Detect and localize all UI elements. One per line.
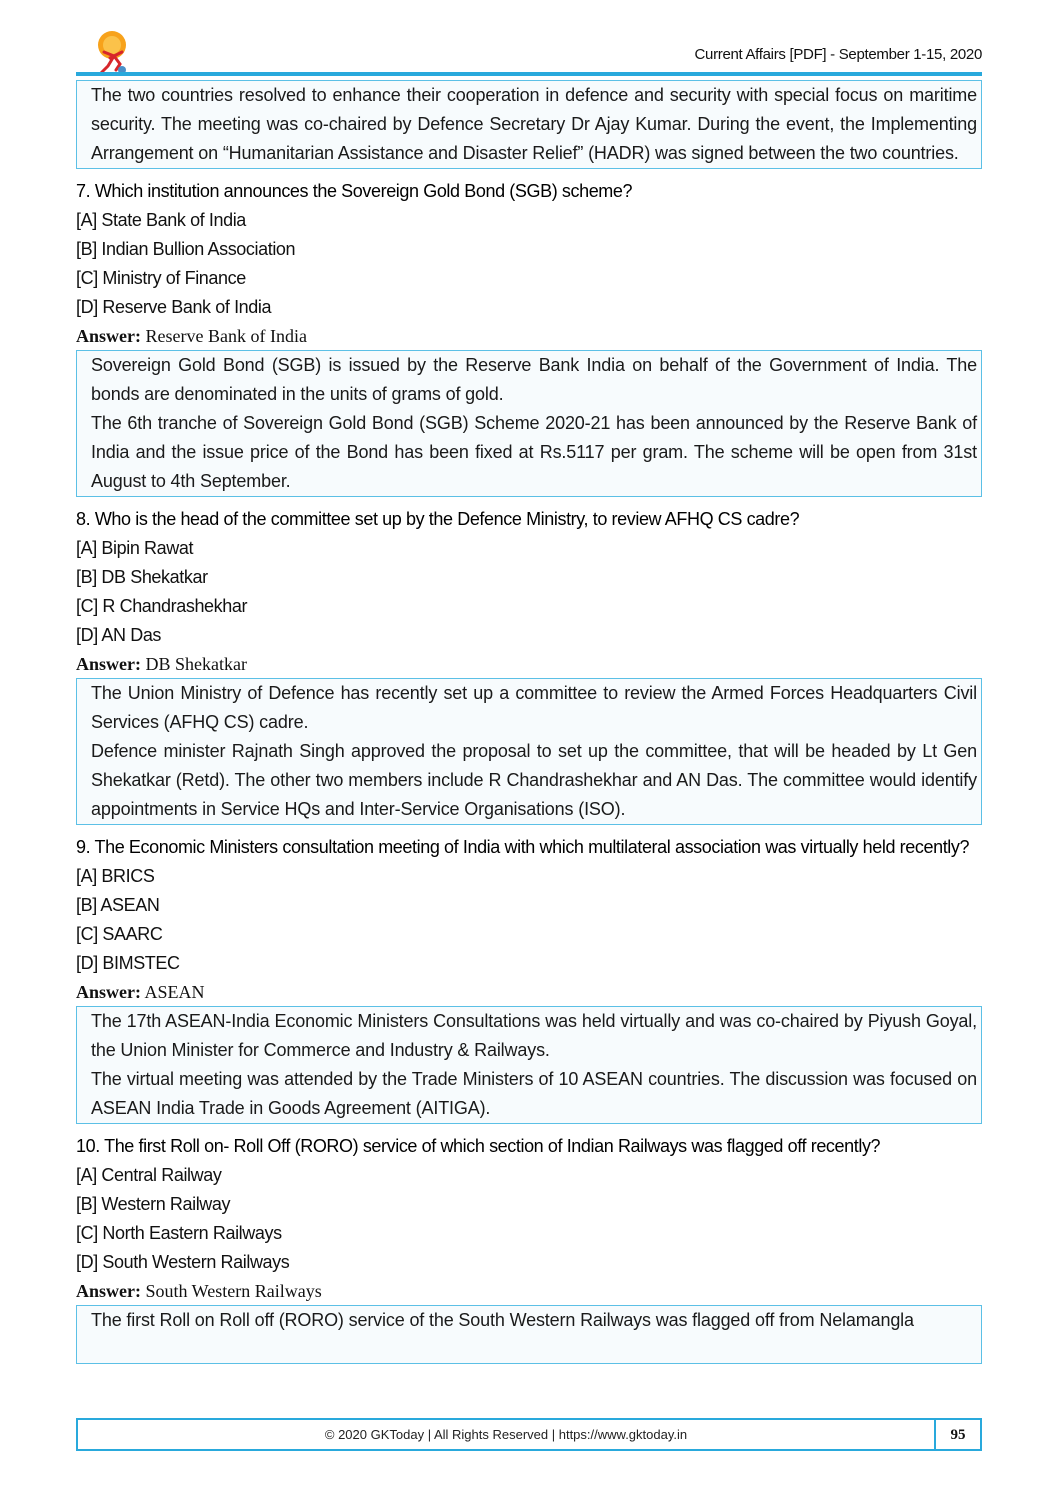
option-a: [A] State Bank of India xyxy=(76,210,246,230)
explanation-paragraph: The 17th ASEAN-India Economic Ministers Consultations was held virtually and was co-chaired by Piyush Goyal, the Union Minister for Commerce and Industry & Railways. xyxy=(91,1011,977,1060)
explanation-paragraph: The two countries resolved to enhance their cooperation in defence and security with special focus on maritime security. The meeting was co-chaired by Defence Secretary Dr Ajay Kumar. During the event, the Implementing Arrangement on “Humanitarian Assistance and Disaster Relief” (HADR) was signed between the two countries. xyxy=(91,85,977,163)
answer-value: DB Shekatkar xyxy=(145,654,247,674)
option-d: [D] BIMSTEC xyxy=(76,953,180,973)
explanation-paragraph: The Union Ministry of Defence has recently set up a committee to review the Armed Forces Headquarters Civil Services (AFHQ CS) cadre. xyxy=(91,683,977,732)
explanation-box xyxy=(76,1006,982,1124)
explanation-box xyxy=(76,1305,982,1364)
explanation-paragraph: The first Roll on Roll off (RORO) service of the South Western Railways was flagged off from Nelamangla xyxy=(91,1310,914,1330)
content xyxy=(76,80,982,1364)
answer xyxy=(76,1277,982,1305)
answer-label: Answer: xyxy=(76,982,141,1002)
option-d: [D] AN Das xyxy=(76,625,162,645)
answer-label: Answer: xyxy=(76,1281,141,1301)
option-c: [C] R Chandrashekhar xyxy=(76,596,248,616)
option-c: [C] Ministry of Finance xyxy=(76,268,246,288)
answer-value: Reserve Bank of India xyxy=(145,326,307,346)
gktoday-logo-icon xyxy=(92,30,132,76)
header-title: Current Affairs [PDF] - September 1-15, 2020 xyxy=(694,46,982,63)
option-b: [B] ASEAN xyxy=(76,895,160,915)
question-9 xyxy=(76,833,982,1124)
header-divider xyxy=(76,72,982,76)
option-b: [B] DB Shekatkar xyxy=(76,567,208,587)
option-b: [B] Western Railway xyxy=(76,1194,231,1214)
explanation-paragraph: The virtual meeting was attended by the Trade Ministers of 10 ASEAN countries. The discussion was focused on ASEAN India Trade in Goods Agreement (AITIGA). xyxy=(91,1069,977,1118)
option-b: [B] Indian Bullion Association xyxy=(76,239,296,259)
question-text: 8. Who is the head of the committee set up by the Defence Ministry, to review AFHQ CS cadre? xyxy=(76,509,800,529)
answer-value: South Western Railways xyxy=(145,1281,322,1301)
explanation-paragraph: Sovereign Gold Bond (SGB) is issued by the Reserve Bank India on behalf of the Government of India. The bonds are denominated in the units of grams of gold. xyxy=(91,355,977,404)
option-d: [D] South Western Railways xyxy=(76,1252,290,1272)
question-text: 10. The first Roll on- Roll Off (RORO) service of which section of Indian Railways was flagged off recently? xyxy=(76,1136,881,1156)
option-c: [C] North Eastern Railways xyxy=(76,1223,282,1243)
explanation-box xyxy=(76,350,982,497)
question-8 xyxy=(76,505,982,825)
question-text: 9. The Economic Ministers consultation meeting of India with which multilateral association was virtually held recently? xyxy=(76,837,970,857)
page-number: 95 xyxy=(934,1420,980,1449)
explanation-paragraph: Defence minister Rajnath Singh approved the proposal to set up the committee, that will be headed by Lt Gen Shekatkar (Retd). The other two members include R Chandrashekhar and AN Das. The committee would identify appointments in Service HQs and Inter-Service Organisations (ISO). xyxy=(91,741,977,819)
option-d: [D] Reserve Bank of India xyxy=(76,297,272,317)
answer-label: Answer: xyxy=(76,654,141,674)
answer xyxy=(76,650,982,678)
footer xyxy=(76,1418,982,1451)
answer-value: ASEAN xyxy=(144,982,205,1002)
option-c: [C] SAARC xyxy=(76,924,163,944)
question-text: 7. Which institution announces the Sovereign Gold Bond (SGB) scheme? xyxy=(76,181,633,201)
explanation-box xyxy=(76,80,982,169)
answer-label: Answer: xyxy=(76,326,141,346)
answer xyxy=(76,322,982,350)
footer-copyright: © 2020 GKToday | All Rights Reserved | https://www.gktoday.in xyxy=(324,1427,688,1442)
option-a: [A] Bipin Rawat xyxy=(76,538,194,558)
answer xyxy=(76,978,982,1006)
option-a: [A] Central Railway xyxy=(76,1165,222,1185)
explanation-box xyxy=(76,678,982,825)
option-a: [A] BRICS xyxy=(76,866,155,886)
explanation-paragraph: The 6th tranche of Sovereign Gold Bond (SGB) Scheme 2020-21 has been announced by the Reserve Bank of India and the issue price of the Bond has been fixed at Rs.5117 per gram. The scheme will be open from 31st August to 4th September. xyxy=(91,413,977,491)
question-10 xyxy=(76,1132,982,1364)
question-7 xyxy=(76,177,982,497)
